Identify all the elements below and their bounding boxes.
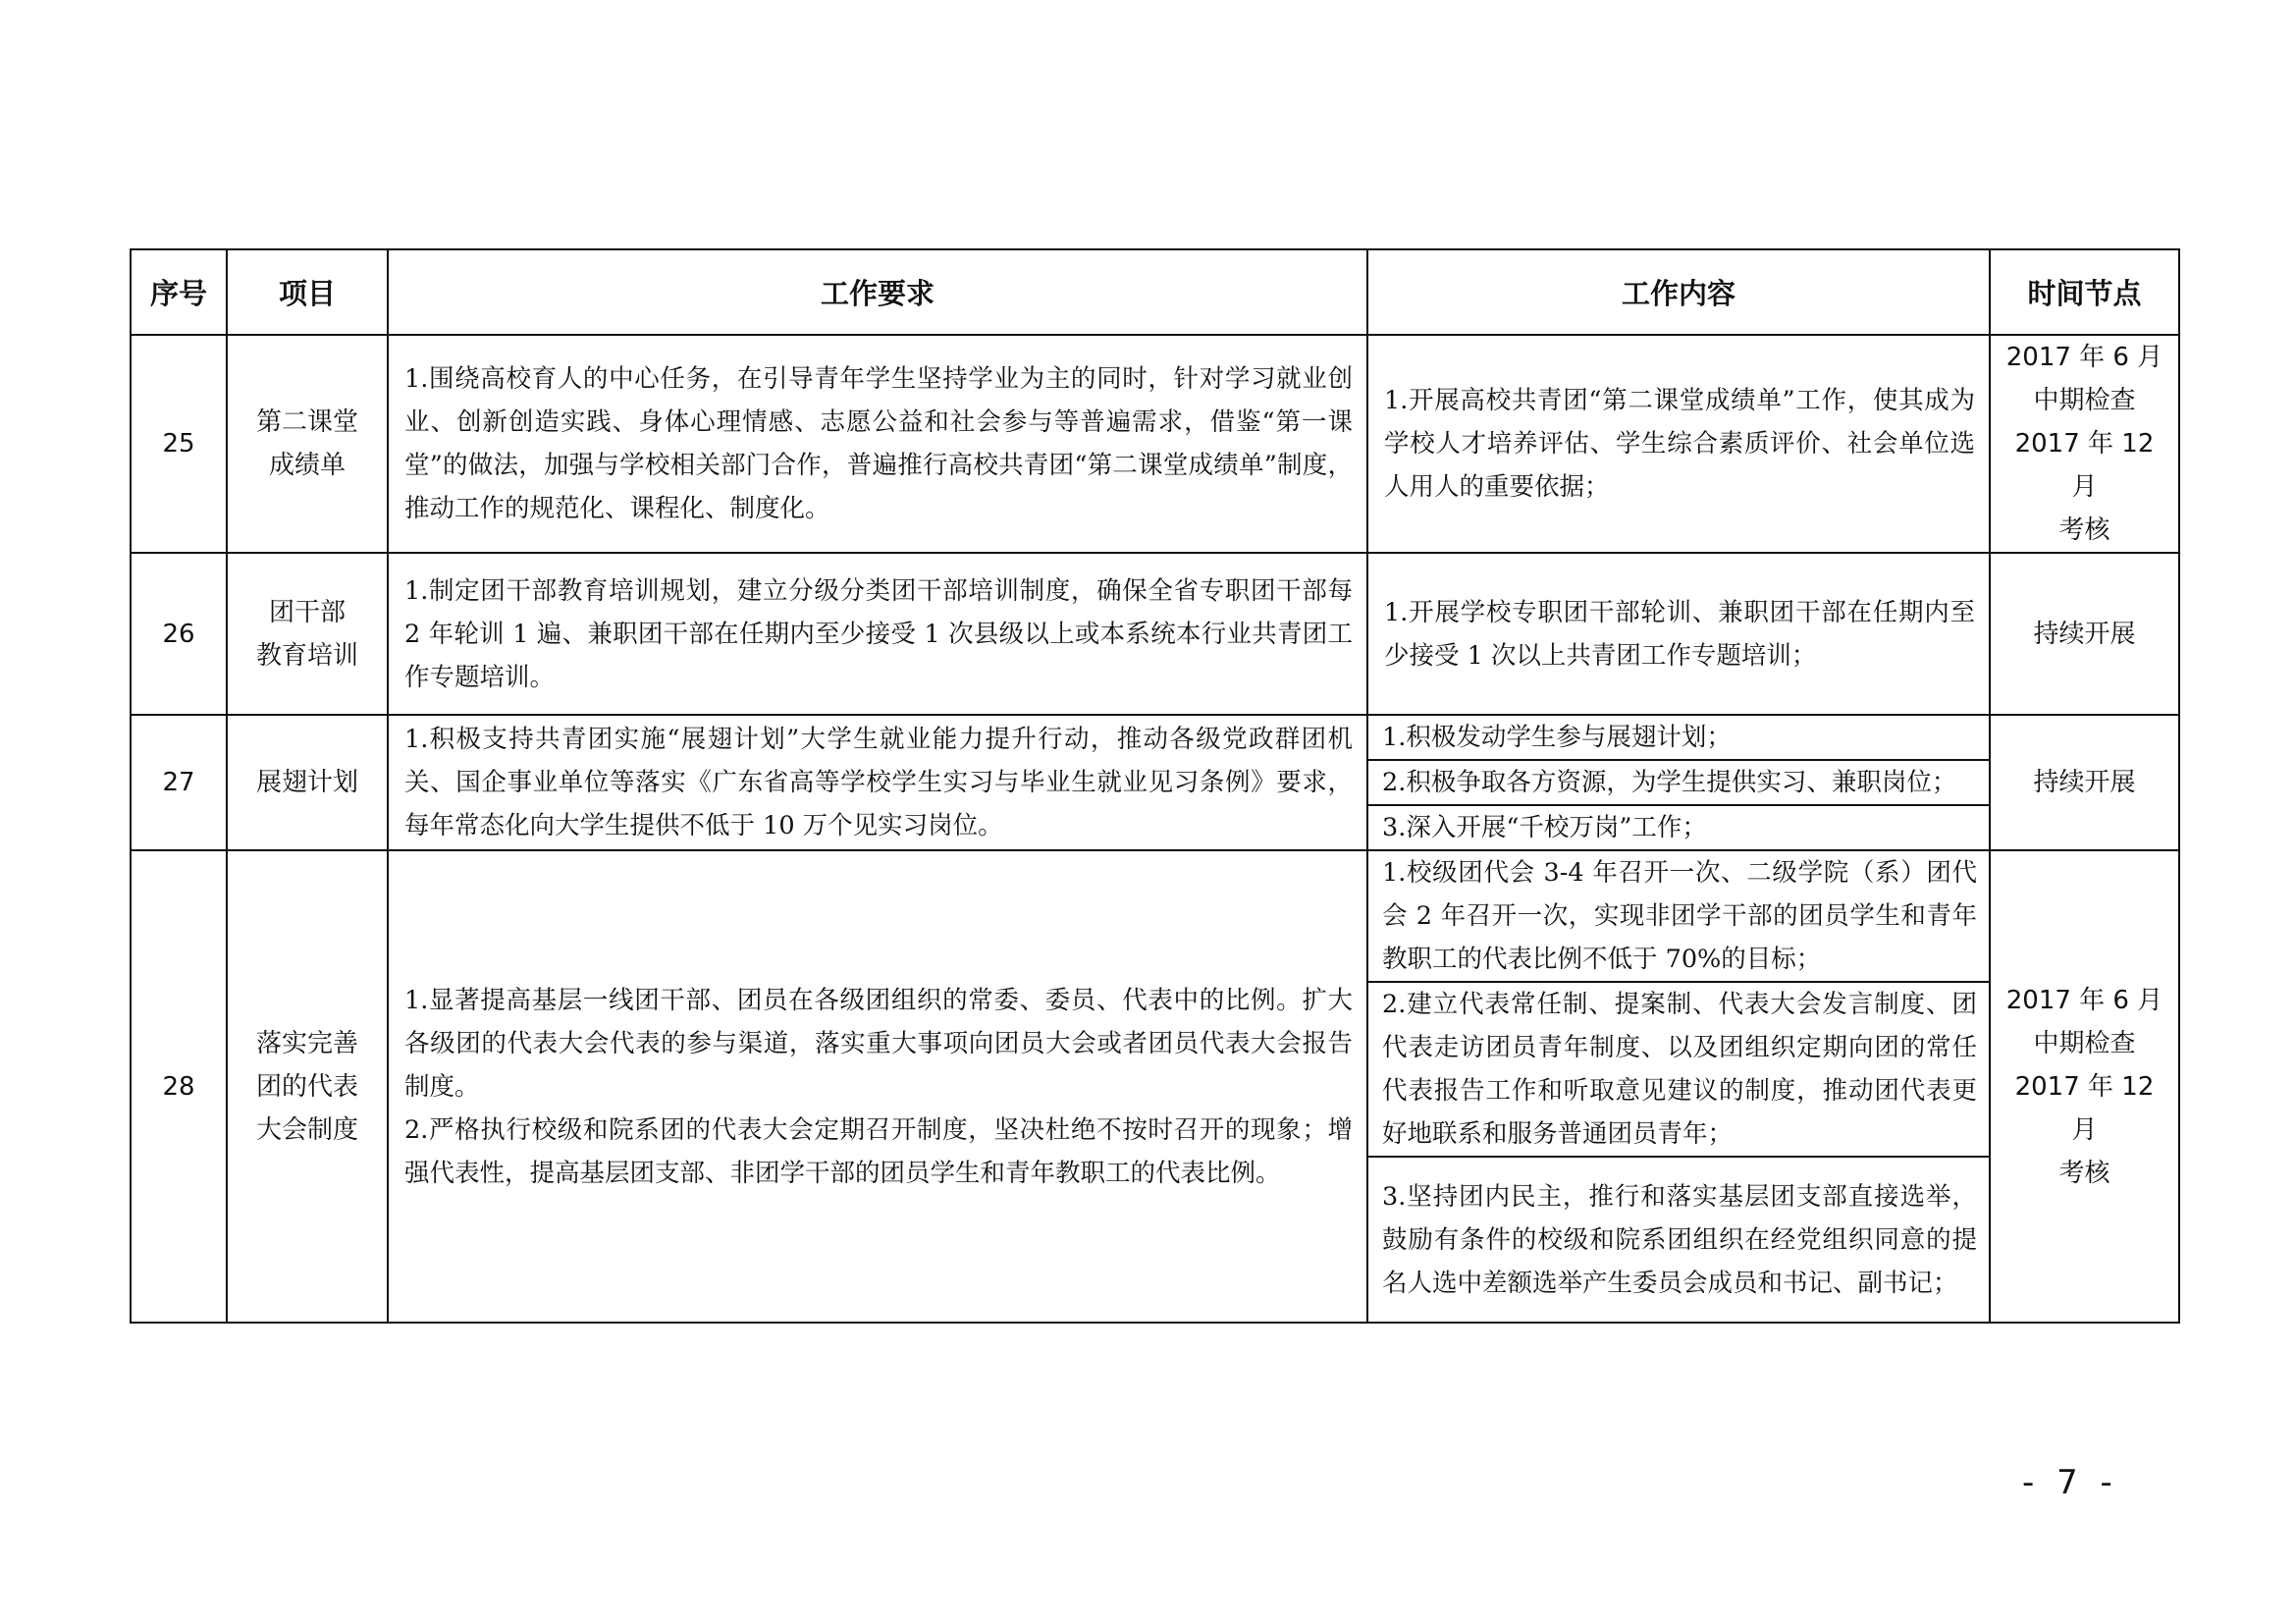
row-time: [1990, 850, 2179, 1323]
row-project: [227, 715, 388, 850]
time-line: 持续开展: [2033, 768, 2136, 797]
time-line: 2017 年 6 月: [2005, 343, 2163, 372]
row-requirement: [388, 850, 1367, 1323]
requirement-paragraph: 1.制定团干部教育培训规划，建立分级分类团干部培训制度，确保全省专职团干部每 2 年轮训 1 遍、兼职团干部在任期内至少接受 1 次县级以上或本系统本行业共青团工作专题培训。: [404, 575, 1353, 692]
content-item: 3.深入开展“千校万岗”工作；: [1382, 813, 1707, 842]
content-item: 1.校级团代会 3-4 年召开一次、二级学院（系）团代会 2 年召开一次，实现非团学干部的团员学生和青年教职工的代表比例不低于 70%的目标；: [1368, 851, 1989, 982]
header-time: 时间节点: [1990, 249, 2179, 335]
table-row: [131, 715, 2179, 850]
time-line: 月: [2071, 472, 2098, 502]
time-line: 考核: [2058, 515, 2110, 545]
time-line: 中期检查: [2033, 386, 2136, 415]
project-line: 大会制度: [255, 1114, 358, 1145]
header-seq: 序号: [131, 249, 227, 335]
project-line: 落实完善: [255, 1028, 358, 1058]
requirement-paragraph: 1.围绕高校育人的中心任务，在引导青年学生坚持学业为主的同时，针对学习就业创业、创新创造实践、身体心理情感、志愿公益和社会参与等普遍需求，借鉴“第一课堂”的做法，加强与学校相关部门合作，普遍推行高校共青团“第二课堂成绩单”制度，推动工作的规范化、课程化、制度化。: [404, 364, 1353, 523]
project-line: 团的代表: [255, 1071, 358, 1102]
project-line: 团干部: [268, 597, 346, 627]
row-project: [227, 553, 388, 715]
row-content: [1367, 715, 1990, 850]
project-line: 展翅计划: [255, 768, 358, 797]
content-subtable: [1368, 851, 1989, 1322]
row-requirement: [388, 553, 1367, 715]
requirement-paragraph: 2.严格执行校级和院系团的代表大会定期召开制度，坚决杜绝不按时召开的现象；增强代表性，提高基层团支部、非团学干部的团员学生和青年教职工的代表比例。: [404, 1114, 1353, 1188]
requirement-paragraph: 1.显著提高基层一线团干部、团员在各级团组织的常委、委员、代表中的比例。扩大各级团的代表大会代表的参与渠道，落实重大事项向团员大会或者团员代表大会报告制度。: [404, 985, 1353, 1102]
time-line: 2017 年 6 月: [2005, 985, 2163, 1015]
time-line: 持续开展: [2033, 619, 2136, 649]
table-row: [131, 850, 2179, 1323]
table-row: [131, 553, 2179, 715]
row-requirement: [388, 715, 1367, 850]
content-item: 1.积极发动学生参与展翅计划；: [1368, 716, 1989, 760]
row-time: [1990, 715, 2179, 850]
content-item: 3.坚持团内民主，推行和落实基层团支部直接选举，鼓励有条件的校级和院系团组织在经党组织同意的提名人选中差额选举产生委员会成员和书记、副书记；: [1382, 1181, 1977, 1298]
project-line: 教育培训: [255, 640, 358, 671]
content-item: 1.开展学校专职团干部轮训、兼职团干部在任期内至少接受 1 次以上共青团工作专题培训；: [1384, 597, 1975, 671]
project-line: 成绩单: [268, 451, 346, 480]
work-plan-table: [130, 248, 2180, 1324]
row-project: [227, 335, 388, 553]
content-item: 2.积极争取各方资源，为学生提供实习、兼职岗位；: [1368, 760, 1989, 805]
row-seq: 26: [131, 553, 227, 715]
time-line: 2017 年 12: [2014, 429, 2155, 459]
row-content: [1367, 553, 1990, 715]
header-content: 工作内容: [1367, 249, 1990, 335]
time-line: 月: [2071, 1114, 2098, 1145]
row-time: [1990, 553, 2179, 715]
header-requirement: 工作要求: [388, 249, 1367, 335]
page-number: - 7 -: [2022, 1463, 2118, 1502]
row-content: [1367, 335, 1990, 553]
header-project: 项目: [227, 249, 388, 335]
time-line: 2017 年 12: [2014, 1071, 2155, 1102]
table-header-row: [131, 249, 2179, 335]
project-line: 第二课堂: [255, 407, 358, 437]
content-item: 2.建立代表常任制、提案制、代表大会发言制度、团代表走访团员青年制度、以及团组织定期向团的常任代表报告工作和听取意见建议的制度，推动团代表更好地联系和服务普通团员青年；: [1368, 982, 1989, 1157]
row-seq: 25: [131, 335, 227, 553]
row-seq: 27: [131, 715, 227, 850]
row-seq: 28: [131, 850, 227, 1323]
row-project: [227, 850, 388, 1323]
requirement-paragraph: 1.积极支持共青团实施“展翅计划”大学生就业能力提升行动，推动各级党政群团机关、国企事业单位等落实《广东省高等学校学生实习与毕业生就业见习条例》要求，每年常态化向大学生提供不低于 10 万个见实习岗位。: [404, 725, 1353, 840]
row-requirement: [388, 335, 1367, 553]
content-item: 1.开展高校共青团“第二课堂成绩单”工作，使其成为学校人才培养评估、学生综合素质评价、社会单位选人用人的重要依据；: [1384, 386, 1975, 502]
table-row: [131, 335, 2179, 553]
content-subtable: [1368, 716, 1989, 849]
row-time: [1990, 335, 2179, 553]
row-content: [1367, 850, 1990, 1323]
time-line: 中期检查: [2033, 1028, 2136, 1058]
time-line: 考核: [2058, 1158, 2110, 1188]
